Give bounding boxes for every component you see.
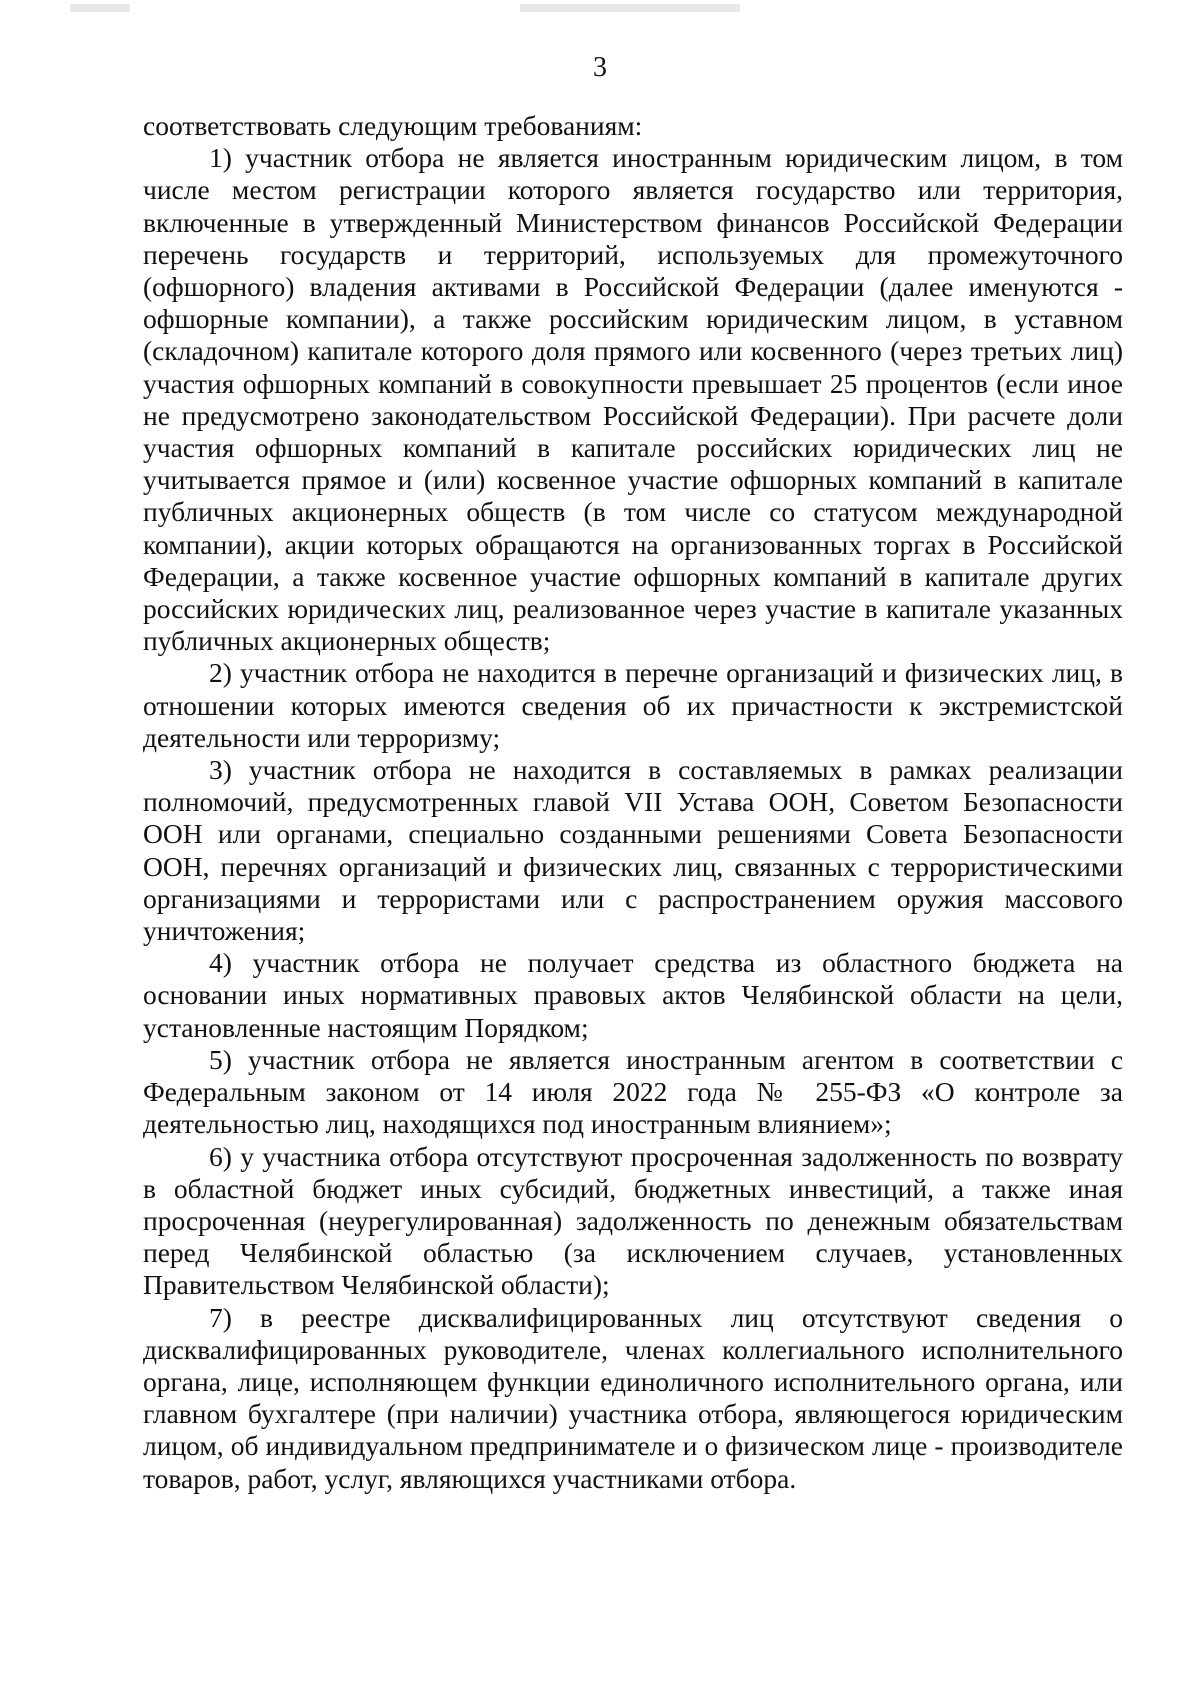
paragraph-item-4: 4) участник отбора не получает средства из областного бюджета на основании иных нормативных правовых актов Челябинской области на цели, установленные настоящим Порядком; (143, 947, 1123, 1043)
paragraph-item-7: 7) в реестре дисквалифицированных лиц отсутствуют сведения о дисквалифицированных руководителе, членах коллегиального исполнительного органа, лице, исполняющем функции единоличного исполнительного органа, или главном бухгалтере (при наличии) участника отбора, являющегося юридическим лицом, об индивидуальном предпринимателе и о физическом лице - производителе товаров, работ, услуг, являющихся участниками отбора. (143, 1301, 1123, 1494)
paragraph-intro: соответствовать следующим требованиям: (143, 110, 643, 141)
paragraph-item-6: 6) у участника отбора отсутствуют просроченная задолженность по возврату в областной бюджет иных субсидий, бюджетных инвестиций, а также иная просроченная (неурегулированная) задолженность по денежным обязательствам перед Челябинской областью (за исключением случаев, установленных Правительством Челябинской области); (143, 1140, 1123, 1301)
paragraph-item-2: 2) участник отбора не находится в перечне организаций и физических лиц, в отношении которых имеются сведения об их причастности к экстремистской деятельности или терроризму; (143, 657, 1123, 753)
paragraph-item-5: 5) участник отбора не является иностранным агентом в соответствии с Федеральным законом от 14 июля 2022 года № 255-ФЗ «О контроле за деятельностью лиц, находящихся под иностранным влиянием»; (143, 1043, 1123, 1140)
page-number: 3 (593, 52, 607, 83)
scan-artifact (520, 4, 740, 12)
paragraph-item-3: 3) участник отбора не находится в составляемых в рамках реализации полномочий, предусмотренных главой VII Устава ООН, Советом Безопасности ООН или органами, специально созданными решениями Совета Безопасности ООН, перечнях организаций и физических лиц, связанных с террористическими организациями и террористами или с распространением оружия массового уничтожения; (143, 754, 1123, 947)
document-body (143, 110, 1123, 1495)
paragraph-item-1: 1) участник отбора не является иностранным юридическим лицом, в том числе местом регистрации которого является государство или территория, включенные в утвержденный Министерством финансов Российской Федерации перечень государств и территорий, используемых для промежуточного (офшорного) владения активами в Российской Федерации (далее именуются - офшорные компании), а также российским юридическим лицом, в уставном (складочном) капитале которого доля прямого или косвенного (через третьих лиц) участия офшорных компаний в совокупности превышает 25 процентов (если иное не предусмотрено законодательством Российской Федерации). При расчете доли участия офшорных компаний в капитале российских юридических лиц не учитывается прямое и (или) косвенное участие офшорных компаний в капитале публичных акционерных обществ (в том числе со статусом международной компании), акции которых обращаются на организованных торгах в Российской Федерации, а также косвенное участие офшорных компаний в капитале других российских юридических лиц, реализованное через участие в капитале указанных публичных акционерных обществ; (143, 142, 1123, 657)
scan-artifact (70, 4, 130, 12)
